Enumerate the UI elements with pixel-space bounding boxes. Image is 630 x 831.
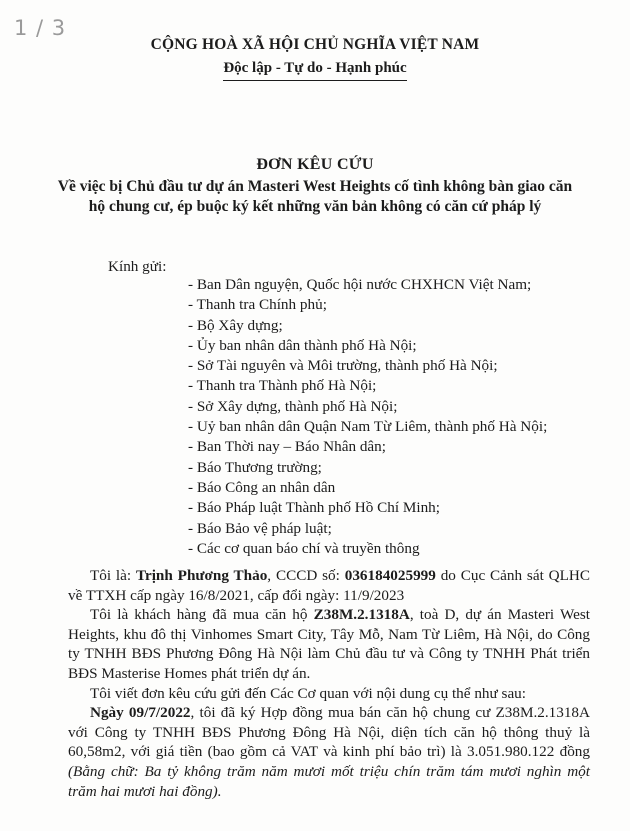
paragraph-contract: [68, 703, 590, 801]
id-number: 036184025999: [344, 567, 436, 584]
unit-code: Z38M.2.1318A: [313, 606, 410, 624]
recipient-item: - Ủy ban nhân dân thành phố Hà Nội;: [188, 336, 417, 354]
recipient-item: - Báo Bảo vệ pháp luật;: [188, 519, 332, 537]
document-subject-line: Về việc bị Chủ đầu tư dự án Masteri West Heights cố tình không bàn giao căn: [57, 178, 573, 195]
identity-intro: Tôi là:: [90, 567, 136, 584]
amount-in-words: (Bằng chữ: Ba tỷ không trăm năm mươi mốt triệu chín trăm tám mươi nghìn một trăm hai mươi hai đồng).: [68, 762, 590, 800]
recipient-item: - Báo Công an nhân dân: [188, 478, 336, 496]
recipient-item: - Uỷ ban nhân dân Quận Nam Từ Liêm, thành phố Hà Nội;: [188, 418, 548, 436]
page-counter: 1 / 3: [14, 16, 67, 40]
recipient-item: - Báo Pháp luật Thành phố Hồ Chí Minh;: [188, 499, 440, 517]
recipient-item: - Báo Thương trường;: [188, 458, 322, 476]
recipient-item: - Thanh tra Chính phủ;: [188, 296, 327, 314]
id-label: , CCCD số:: [267, 567, 345, 584]
recipient-item: - Các cơ quan báo chí và truyền thông: [188, 539, 420, 557]
national-motto: Độc lập - Tự do - Hạnh phúc: [223, 60, 406, 81]
recipient-item: - Ban Thời nay – Báo Nhân dân;: [188, 438, 386, 456]
national-title: CỘNG HOÀ XÃ HỘI CHỦ NGHĨA VIỆT NAM: [150, 36, 480, 53]
customer-intro: Tôi là khách hàng đã mua căn hộ: [90, 606, 314, 624]
recipient-item: - Sở Tài nguyên và Môi trường, thành phố Hà Nội;: [188, 357, 498, 375]
national-header: [0, 36, 630, 81]
recipient-item: - Thanh tra Thành phố Hà Nội;: [188, 377, 377, 395]
document-title-block: [0, 156, 630, 217]
contract-details: , tôi đã ký Hợp đồng mua bán căn hộ chung cư Z38M.2.1318A với Công ty TNHH BĐS Phương Đông Hà Nội, diện tích căn hộ thông thuỷ là 60,58m2, với giá tiền (bao gồm cả VAT và kinh phí bảo trì) là 3.051.980.122 đồng: [68, 704, 590, 761]
recipient-item: - Bộ Xây dựng;: [188, 316, 283, 334]
document-subject: [0, 177, 630, 217]
recipient-list: [188, 275, 547, 559]
document-subject-line: hộ chung cư, ép buộc ký kết những văn bản không có căn cứ pháp lý: [88, 198, 542, 215]
document-title: ĐƠN KÊU CỨU: [256, 156, 374, 173]
contract-date: Ngày 09/7/2022: [90, 704, 191, 722]
paragraph-purpose: Tôi viết đơn kêu cứu gửi đến Các Cơ quan với nội dung cụ thể như sau:: [90, 684, 526, 702]
identity-rest: do Cục Cảnh sát QLHC về TTXH cấp ngày 16/8/2021, cấp đổi ngày: 11/9/2023: [68, 567, 590, 604]
petitioner-name: Trịnh Phương Thảo: [135, 567, 268, 584]
recipient-item: - Ban Dân nguyện, Quốc hội nước CHXHCN Việt Nam;: [188, 276, 532, 293]
customer-rest: , toà D, dự án Masteri West Heights, khu đô thị Vinhomes Smart City, Tây Mỗ, Nam Từ Liêm, Hà Nội, do Công ty TNHH BĐS Phương Đông Hà Nội làm Chủ đầu tư và Công ty TNHH Phát triển BĐS Masterise Homes phát triển dự án.: [68, 606, 590, 682]
document-body: [68, 566, 590, 801]
paragraph-identity: [68, 566, 590, 605]
recipient-item: - Sở Xây dựng, thành phố Hà Nội;: [188, 397, 398, 415]
recipients-label: Kính gửi:: [108, 258, 167, 275]
paragraph-customer: [68, 605, 590, 683]
